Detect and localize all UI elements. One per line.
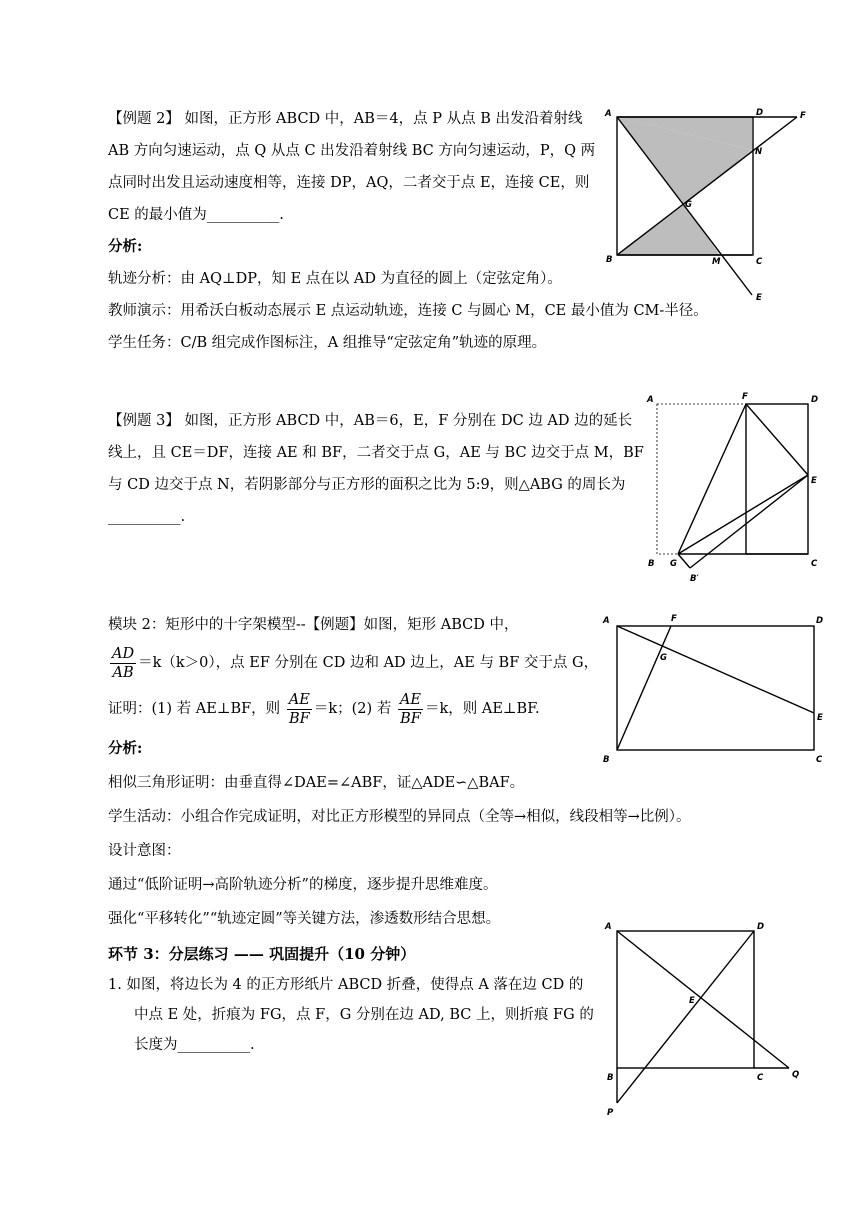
label-e: E [817, 713, 823, 723]
module2-analysis-line: 学生活动：小组合作完成证明，对比正方形模型的异同点（全等→相似，线段相等→比例）。 [108, 809, 691, 825]
example2-analysis-line: 教师演示：用希沃白板动态展示 E 点运动轨迹，连接 C 与圆心 M，CE 最小值为 CM-半径。 [108, 303, 708, 319]
module2-analysis-title: 分析: [108, 740, 143, 757]
label-e: E [689, 996, 695, 1006]
label-b: B [607, 1073, 614, 1083]
module2-line3c: ＝k，则 AE⊥BF. [424, 701, 540, 717]
label-a: A [647, 395, 654, 405]
label-e: E [811, 476, 817, 486]
example2-analysis-title: 分析: [108, 238, 143, 255]
module2-analysis-line: 通过“低阶证明→高阶轨迹分析”的梯度，逐步提升思维难度。 [108, 877, 498, 893]
label-m: M [712, 257, 721, 267]
fraction-ae-bf-2: $\frac{AE}{BF}$ [399, 691, 421, 727]
label-c: C [756, 257, 763, 267]
square-abcd [617, 931, 754, 1068]
label-c: C [757, 1073, 764, 1083]
section3-heading: 环节 3：分层练习 —— 巩固提升（10 分钟） [108, 945, 416, 963]
fraction-ae-bf: $\frac{AE}{BF}$ [288, 691, 310, 727]
example2-line: CE 的最小值为__________. [108, 207, 284, 223]
label-b: B [648, 559, 655, 569]
label-g: G [660, 653, 667, 663]
module2-line3b: ＝k；(2) 若 [313, 701, 392, 717]
label-f: F [671, 614, 677, 624]
module2-analysis-line: 强化“平移转化”“轨迹定圆”等关键方法，渗透数形结合思想。 [108, 911, 501, 927]
label-g: G [670, 559, 677, 569]
label-f: F [742, 392, 748, 402]
label-a: A [605, 109, 612, 119]
example3-line: __________. [108, 509, 186, 525]
label-g: G [685, 200, 692, 210]
example2-line: AB 方向匀速运动，点 Q 从点 C 出发沿着射线 BC 方向匀速运动，P，Q 两 [108, 143, 596, 159]
label-d: D [757, 922, 765, 932]
module2-analysis-line: 设计意图： [108, 843, 181, 859]
example3-line: 【例题 3】 如图，正方形 ABCD 中，AB＝6，E，F 分别在 DC 边 AD 边的延长 [108, 413, 633, 429]
label-n: N [755, 147, 763, 157]
label-d: D [756, 108, 764, 118]
label-q: Q [792, 1070, 800, 1080]
label-f: F [800, 111, 806, 121]
label-b-prime: B′ [690, 574, 699, 584]
question1-line: 中点 E 处，折痕为 FG，点 F，G 分别在边 AD, BC 上，则折痕 FG 的 [134, 1007, 594, 1023]
label-b: B [606, 255, 613, 265]
label-d: D [811, 395, 819, 405]
example3-line: 线上，且 CE＝DF，连接 AE 和 BF，二者交于点 G，AE 与 BC 边交于点 M，BF [108, 445, 644, 461]
example3-line: 与 CD 边交于点 N，若阴影部分与正方形的面积之比为 5:9，则△ABG 的周长为 [108, 477, 626, 493]
label-a: A [603, 616, 610, 626]
example2-line: 【例题 2】 如图，正方形 ABCD 中，AB＝4，点 P 从点 B 出发沿着射线 [108, 111, 583, 127]
label-a: A [605, 922, 612, 932]
module2-line2: ＝k（k＞0），点 EF 分别在 CD 边和 AD 边上，AE 与 BF 交于点 G， [138, 655, 599, 671]
module2-analysis-line: 相似三角形证明：由垂直得∠DAE=∠ABF，证△ADE∽△BAF。 [108, 775, 525, 791]
label-b: B [603, 755, 610, 765]
label-p: P [607, 1108, 614, 1118]
example2-analysis-line: 轨迹分析：由 AQ⊥DP，知 E 点在以 AD 为直径的圆上（定弦定角）。 [108, 271, 562, 287]
label-c: C [816, 755, 823, 765]
example2-analysis-line: 学生任务：C/B 组完成作图标注，A 组推导“定弦定角”轨迹的原理。 [108, 335, 547, 351]
label-e: E [756, 293, 762, 303]
question1-line: 长度为__________. [134, 1037, 255, 1053]
example2-line: 点同时出发且运动速度相等，连接 DP，AQ，二者交于点 E，连接 CE，则 [108, 175, 590, 191]
label-d: D [816, 616, 824, 626]
module2-line3a: 证明：(1) 若 AE⊥BF，则 [108, 701, 281, 717]
label-c: C [811, 559, 818, 569]
module2-line1: 模块 2：矩形中的十字架模型--【例题】如图，矩形 ABCD 中， [108, 617, 519, 633]
fraction-ad-ab: $\frac{AD}{AB}$ [112, 645, 135, 681]
question1-line: 1. 如图，将边长为 4 的正方形纸片 ABCD 折叠，使得点 A 落在边 CD 的 [108, 977, 584, 993]
